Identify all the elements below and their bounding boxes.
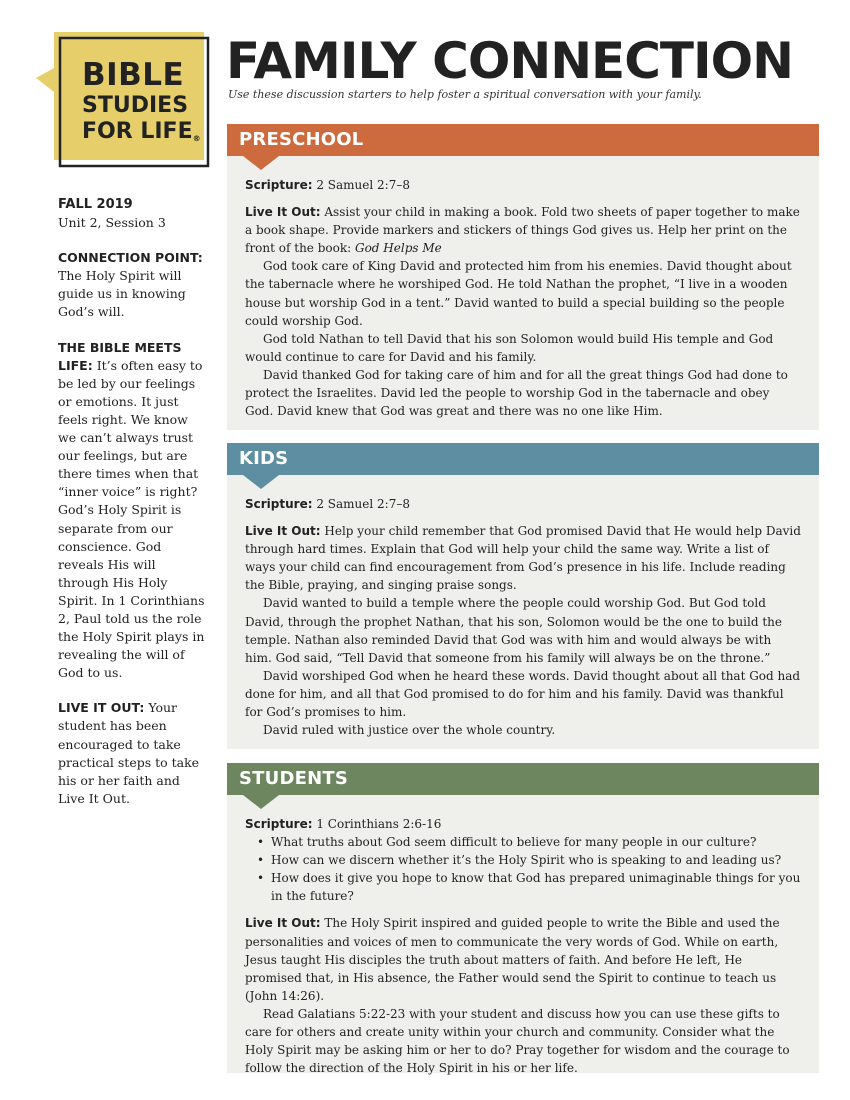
preschool-section	[227, 124, 819, 430]
kids-title: KIDS	[239, 448, 289, 469]
bible-meets-life-text: It’s often easy to be led by our feelings or emotions. It just feels right. We know we can’t always trust our feelings, but are there times when that “inner voice” is right? God’s Holy Spirit is separate from our conscience. God reveals His will through His Holy Spirit. In 1 Corinthians 2, Paul told us the role the Holy Spirit plays in revealing the will of God to us.	[58, 357, 205, 681]
preschool-header	[227, 124, 819, 156]
preschool-paragraph: God took care of King David and protected him from his enemies. David thought about the tabernacle where he worshiped God. He told Nathan the prophet, “I live in a wooden house but worship God in a tent.” David wanted to build a special building so the people could worship God.	[245, 259, 792, 328]
kids-body	[227, 475, 819, 739]
students-header	[227, 763, 819, 795]
students-body	[227, 795, 819, 1077]
students-section	[227, 763, 819, 1076]
bible-meets-life	[58, 339, 206, 683]
question-item: • How does it give you hope to know that God has prepared unimaginable things for you in the future?	[255, 869, 801, 905]
preschool-body	[227, 156, 819, 420]
bible-meets-life-label: THE BIBLE MEETS LIFE:	[58, 339, 182, 373]
question-item: • How can we discern whether it’s the Holy Spirit who is speaking to and leading us?	[255, 851, 801, 869]
sidebar-live-it-out-label: LIVE IT OUT:	[58, 700, 145, 716]
kids-live-it-out: Live It Out: Help your child remember that God promised David that He would help David through hard times. Explain that God will help your child the same way. Write a list of ways your child can find encouragement from God’s presence in his life. Include reading the Bible, praying, and singing praise songs.	[245, 524, 801, 593]
students-live-it-out: Live It Out: The Holy Spirit inspired and guided people to write the Bible and used the personalities and voices of men to communicate the very words of God. While on earth, Jesus taught His disciples the truth about matters of faith. And before He left, He promised that, in His absence, the Father would send the Spirit to continue to teach us (John 14:26).	[245, 916, 780, 1003]
preschool-paragraph: God told Nathan to tell David that his son Solomon would build His temple and God would continue to care for David and his family.	[245, 331, 774, 364]
kids-paragraph: David wanted to build a temple where the people could worship God. But God told David, through the prophet Nathan, that his son, Solomon would be the one to build the temple. Nathan also reminded David that God was with him and would always be with him. God said, “Tell David that someone from his family will always be on the throne.”	[245, 596, 783, 665]
preschool-scripture: Scripture: 2 Samuel 2:7–8	[245, 178, 410, 192]
connection-point-label: CONNECTION POINT:	[58, 250, 203, 266]
students-notch	[243, 795, 279, 809]
page-subtitle: Use these discussion starters to help foster a spiritual conversation with your family.	[228, 88, 702, 101]
logo-line-1: BIBLE	[82, 57, 185, 93]
students-title: STUDENTS	[239, 768, 349, 789]
sidebar	[58, 196, 206, 825]
preschool-paragraph: David thanked God for taking care of him and for all the great things God had done to protect the Israelites. David led the people to worship God in the tabernacle and obey God. David knew that God was great and there was no one like Him.	[245, 367, 788, 419]
logo-wordmark	[82, 57, 202, 144]
kids-notch	[243, 475, 279, 489]
session-info	[58, 196, 206, 232]
students-paragraph: Read Galatians 5:22-23 with your student and discuss how you can use these gifts to care for others and create unity within your church and community. Consider what the Holy Spirit may be asking him or her to do? Pray together for wisdom and the courage to follow the direction of the Holy Spirit in his or her life.	[245, 1006, 790, 1076]
logo-line-3: FOR LIFE®	[82, 119, 201, 144]
season-label: FALL 2019	[58, 197, 133, 212]
discussion-questions	[255, 833, 801, 905]
kids-paragraph: David ruled with justice over the whole country.	[263, 723, 556, 738]
sidebar-live-it-out-text: Your student has been encouraged to take practical steps to take his or her faith and Live It Out.	[58, 700, 200, 806]
brand-logo	[34, 30, 210, 170]
preschool-title: PRESCHOOL	[239, 129, 364, 150]
preschool-notch	[243, 156, 279, 170]
kids-section	[227, 443, 819, 749]
students-scripture: Scripture: 1 Corinthians 2:6-16	[245, 817, 442, 831]
logo-line-2: STUDIES	[82, 93, 189, 118]
sidebar-live-it-out	[58, 699, 206, 808]
kids-header	[227, 443, 819, 475]
book-title: God Helps Me	[355, 241, 442, 256]
session-label: Unit 2, Session 3	[58, 215, 166, 231]
connection-point	[58, 249, 206, 321]
page-title: FAMILY CONNECTION	[226, 32, 793, 90]
kids-paragraph: David worshiped God when he heard these words. David thought about all that God had done for him, and all that God promised to do for him and his family. David was thankful for God’s promises to him.	[245, 668, 801, 720]
connection-point-text: The Holy Spirit will guide us in knowing God’s will.	[58, 268, 186, 320]
kids-scripture: Scripture: 2 Samuel 2:7–8	[245, 497, 410, 511]
preschool-live-it-out: Live It Out: Assist your child in making a book. Fold two sheets of paper together to make a book shape. Provide markers and stickers of things God gives us. Help her print on the front of the book: God Helps Me	[245, 205, 800, 256]
question-item: • What truths about God seem difficult to believe for many people in our culture?	[255, 833, 801, 851]
